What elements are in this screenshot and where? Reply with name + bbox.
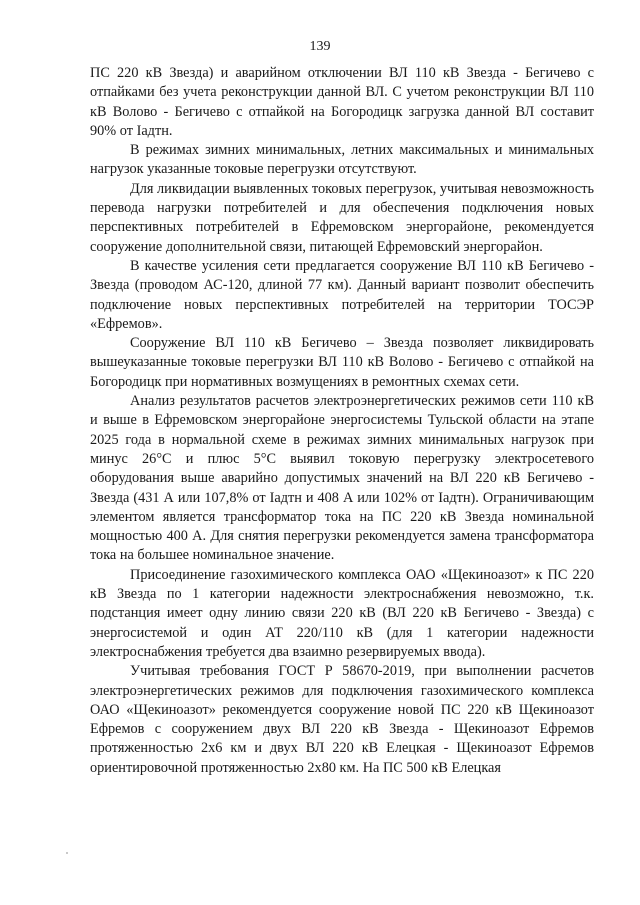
paragraph: Анализ результатов расчетов электроэнергетических режимов сети 110 кВ и выше в Ефремовском энергорайоне энергосистемы Тульской области на этапе 2025 года в нормальной схеме в режимах зимних минимальных нагрузок при минус 26°С и плюс 5°С выявил токовую перегрузку электросетевого оборудования выше аварийно допустимых значений на ВЛ 220 кВ Бегичево - Звезда (431 А или 107,8% от Iадтн и 408 А или 102% от Iадтн). Ограничивающим элементом является трансформатор тока на ПС 220 кВ Звезда номинальной мощностью 400 А. Для снятия перегрузки рекомендуется замена трансформатора тока на большее номинальное значение. [90,393,594,564]
paragraph: ПС 220 кВ Звезда) и аварийном отключении ВЛ 110 кВ Звезда - Бегичево с отпайками без учета реконструкции данной ВЛ. С учетом реконструкции ВЛ 110 кВ Волово - Бегичево с отпайкой на Богородицк загрузка данной ВЛ составит 90% от Iадтн. [90,65,594,139]
page-number: 139 [309,39,331,54]
body-text [90,64,594,778]
paragraph: Для ликвидации выявленных токовых перегрузок, учитывая невозможность перевода нагрузки потребителей и для обеспечения подключения новых перспективных потребителей в Ефремовском энергорайоне, рекомендуется сооружение дополнительной связи, питающей Ефремовский энергорайон. [90,180,594,255]
scan-speck [66,852,68,854]
paragraph: Присоединение газохимического комплекса ОАО «Щекиноазот» к ПС 220 кВ Звезда по 1 категории надежности электроснабжения невозможно, т.к. подстанция имеет одну линию связи 220 кВ (ВЛ 220 кВ Бегичево - Звезда) с энергосистемой и один АТ 220/110 кВ (для 1 категории надежности электроснабжения требуется два взаимно резервируемых ввода). [90,566,594,660]
paragraph: Учитывая требования ГОСТ Р 58670-2019, при выполнении расчетов электроэнергетических режимов для подключения газохимического комплекса ОАО «Щекиноазот» рекомендуется сооружение новой ПС 220 кВ Щекиноазот Ефремов с сооружением двух ВЛ 220 кВ Звезда - Щекиноазот Ефремов протяженностью 2х6 км и двух ВЛ 220 кВ Елецкая - Щекиноазот Ефремов ориентировочной протяженностью 2х80 км. На ПС 500 кВ Елецкая [90,663,594,776]
paragraph: В качестве усиления сети предлагается сооружение ВЛ 110 кВ Бегичево - Звезда (проводом АС-120, длиной 77 км). Данный вариант позволит обеспечить подключение новых перспективных потребителей на территории ТОСЭР «Ефремов». [90,257,594,332]
paragraph: В режимах зимних минимальных, летних максимальных и минимальных нагрузок указанные токовые перегрузки отсутствуют. [90,142,594,178]
paragraph: Сооружение ВЛ 110 кВ Бегичево – Звезда позволяет ликвидировать вышеуказанные токовые перегрузки ВЛ 110 кВ Волово - Бегичево с отпайкой на Богородицк при нормативных возмущениях в ремонтных схемах сети. [90,335,594,390]
